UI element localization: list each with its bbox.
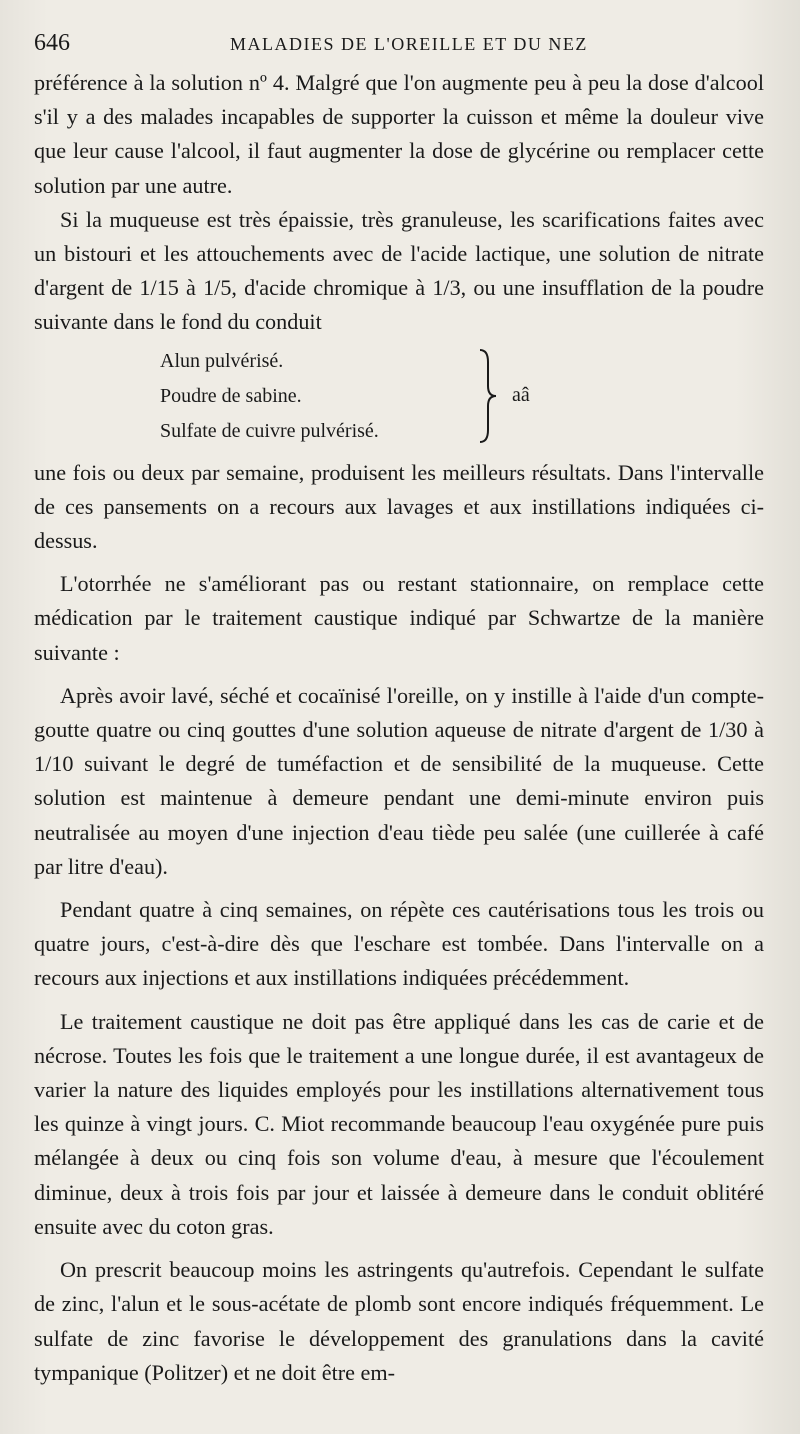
ingredient-item: Alun pulvérisé.: [160, 349, 284, 372]
page-header: [34, 30, 774, 62]
paragraph-7: Le traitement caustique ne doit pas être appliqué dans les cas de carie et de nécrose. Toutes les fois que le traitement a une longue durée, il est avantageux de varier la nature des liquides employés pour les instillations alternativement tous les quinze à vingt jours. C. Miot recommande beaucoup l'eau oxygénée pure puis mélangée à deux ou cinq fois son volume d'eau, à mesure que l'écoulement diminue, deux à trois fois par jour et laissée à demeure dans le conduit oblitéré ensuite avec du coton gras.: [34, 1008, 764, 1239]
paragraph-5: Après avoir lavé, séché et cocaïnisé l'oreille, on y instille à l'aide d'un compte-goutte quatre ou cinq gouttes d'une solution aqueuse de nitrate d'argent de 1/30 à 1/10 suivant le degré de tuméfaction et de sensibilité de la muqueuse. Cette solution est maintenue à demeure pendant une demi-minute environ puis neutralisée au moyen d'une injection d'eau tiède peu salée (une cuillerée à café par litre d'eau).: [34, 682, 764, 879]
paragraph-6: Pendant quatre à cinq semaines, on répète ces cautérisations tous les trois ou quatre jours, c'est-à-dire dès que l'eschare est tombée. Dans l'intervalle on a recours aux injections et aux instillations indiquées précédemment.: [34, 897, 764, 991]
curly-brace-icon: [476, 348, 498, 444]
paragraph-3: une fois ou deux par semaine, produisent les meilleurs résultats. Dans l'intervalle de ces pansements on a recours aux lavages et aux instillations indiquées ci-dessus.: [34, 459, 764, 554]
prescription-formula: [34, 344, 764, 450]
paragraph-1: préférence à la solution nº 4. Malgré que l'on augmente peu à peu la dose d'alcool s'il y a des malades incapables de supporter la cuisson et même la douleur vive que leur cause l'alcool, il faut augmenter la dose de glycérine ou remplacer cette solution par une autre.: [34, 70, 764, 198]
paragraph-8: On prescrit beaucoup moins les astringents qu'autrefois. Cependant le sulfate de zinc, l'alun et le sous-acétate de plomb sont encore indiqués fréquemment. Le sulfate de zinc favorise le développement des granulations dans la cavité tympanique (Politzer) et ne doit être em-: [34, 1257, 764, 1385]
running-title: MALADIES DE L'OREILLE ET DU NEZ: [230, 34, 588, 54]
paragraph-4: L'otorrhée ne s'améliorant pas ou restant stationnaire, on remplace cette médication par le traitement caustique indiqué par Schwartze de la manière suivante :: [34, 571, 764, 665]
body-text: [34, 66, 764, 1390]
page-number: 646: [34, 30, 70, 56]
ingredient-item: Poudre de sabine.: [160, 384, 302, 407]
ingredient-list: [160, 344, 379, 449]
ingredient-item: Sulfate de cuivre pulvérisé.: [160, 419, 379, 442]
dose-annotation: aâ: [512, 383, 530, 406]
paragraph-2: Si la muqueuse est très épaissie, très granuleuse, les scarifications faites avec un bistouri et les attouchements avec de l'acide lactique, une solution de nitrate d'argent de 1/15 à 1/5, d'acide chromique à 1/3, ou une insufflation de la poudre suivante dans le fond du conduit: [34, 206, 764, 335]
